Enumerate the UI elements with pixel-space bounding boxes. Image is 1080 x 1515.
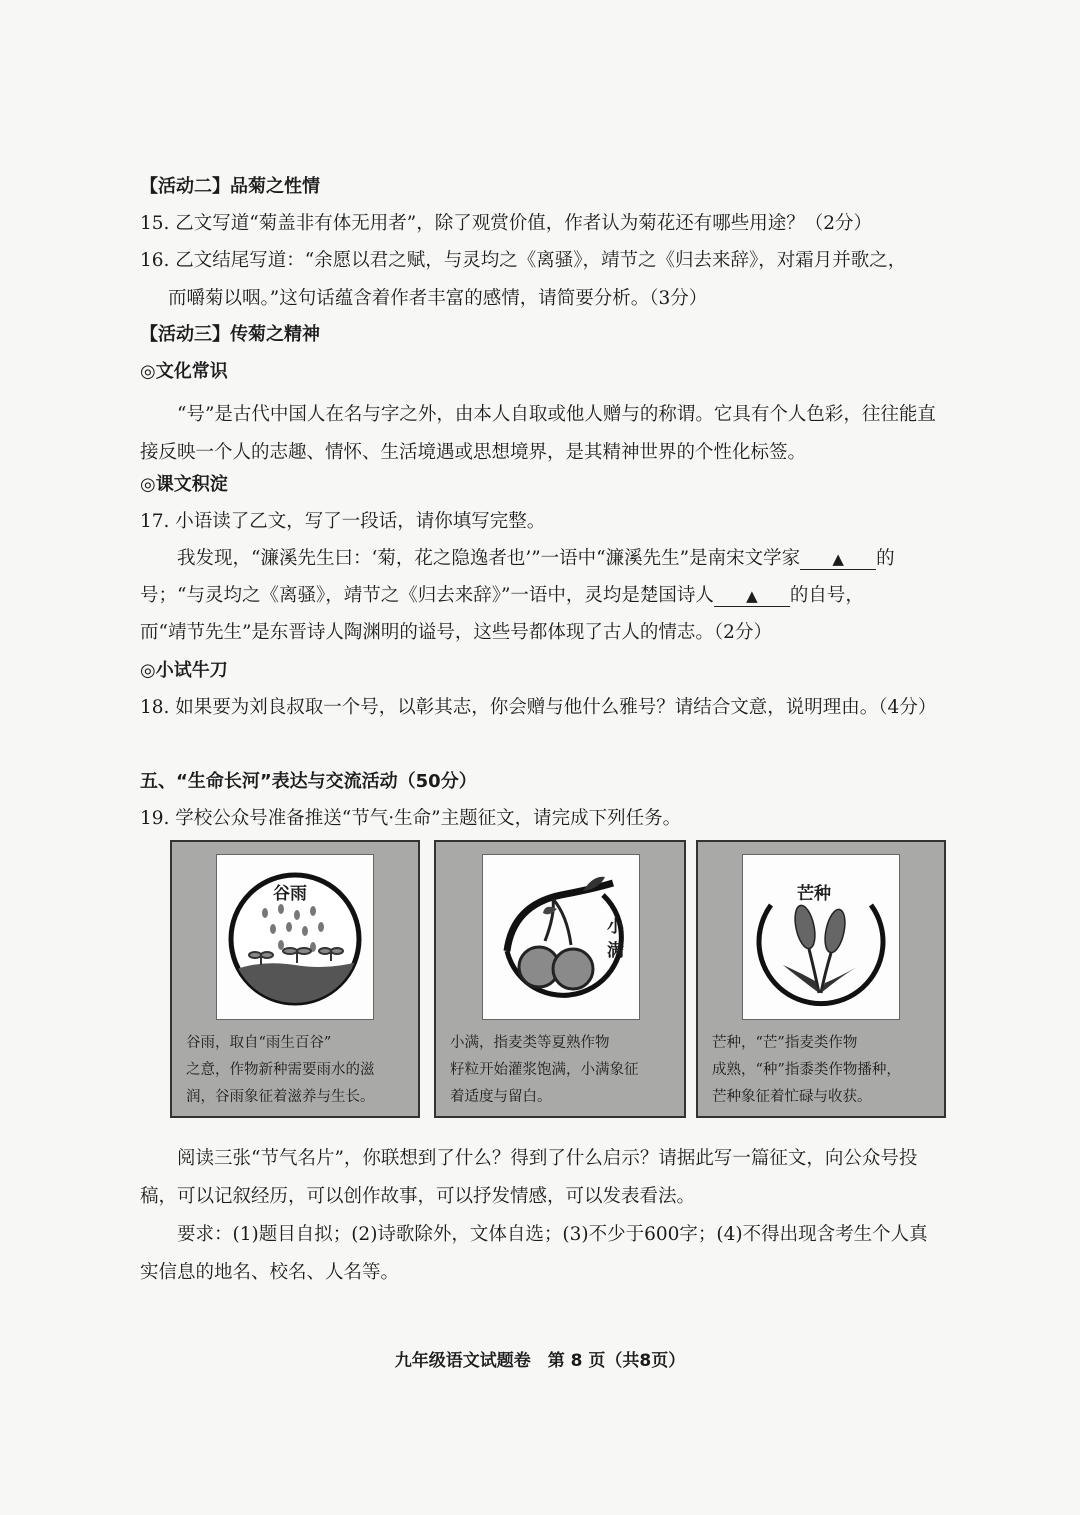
q17-text-a: 我发现，“濂溪先生曰：‘菊，花之隐逸者也’”一语中“濂溪先生”是南宋文学家 (177, 548, 801, 569)
question-18: 18. 如果要为刘良叔取一个号，以彰其志，你会赠与他什么雅号？请结合文意，说明理由。（4分） (140, 697, 937, 718)
question-16-line1: 16. 乙文结尾写道：“余愿以君之赋，与灵均之《离骚》，靖节之《归去来辞》，对霜月并歌之， (140, 250, 907, 271)
guyu-illustration (216, 854, 374, 1020)
card-caption: 谷雨，取自“雨生百谷” 之意，作物新种需要雨水的滋 润，谷雨象征着滋养与生长。 (186, 1035, 375, 1105)
mangzhong-illustration (742, 854, 900, 1020)
activity2-heading: 【活动二】品菊之性情 (140, 176, 320, 197)
triangle-icon: ▲ (832, 550, 844, 568)
culture-knowledge-heading: ◎文化常识 (140, 361, 228, 382)
card-guyu (170, 840, 420, 1118)
card-caption: 小满，指麦类等夏熟作物 籽粒开始灌浆饱满，小满象征 着适度与留白。 (450, 1035, 639, 1105)
card-xiaoman (434, 840, 686, 1118)
section5-heading: 五、“生命长河”表达与交流活动（50分） (140, 771, 477, 792)
q17-text-c: 号；“与灵均之《离骚》，靖节之《归去来辞》”一语中，灵均是楚国诗人 (140, 585, 714, 606)
question-17-line2 (140, 583, 864, 609)
text-accumulation-heading: ◎课文积淀 (140, 474, 228, 495)
essay-prompt: 阅读三张“节气名片”，你联想到了什么？得到了什么启示？请据此写一篇征文，向公众号投稿，可以记叙经历，可以创作故事，可以抒发情感，可以发表看法。 (140, 1148, 918, 1207)
answer-blank-1[interactable] (800, 549, 876, 570)
page-footer: 九年级语文试题卷 第 8 页（共8页） (394, 1351, 686, 1371)
question-16-line2: 而嚼菊以咽。”这句话蕴含着作者丰富的感情，请简要分析。（3分） (168, 288, 708, 309)
q17-text-b: 的 (876, 548, 895, 569)
question-19: 19. 学校公众号准备推送“节气·生命”主题征文，请完成下列任务。 (140, 808, 682, 829)
question-15: 15. 乙文写道“菊盖非有体无用者”，除了观赏价值，作者认为菊花还有哪些用途？（2分） (140, 213, 872, 234)
practice-heading: ◎小试牛刀 (140, 660, 228, 681)
question-17: 17. 小语读了乙文，写了一段话，请你填写完整。 (140, 511, 546, 532)
question-17-line3: 而“靖节先生”是东晋诗人陶渊明的谥号，这些号都体现了古人的情志。（2分） (140, 622, 772, 643)
card-caption: 芒种，“芒”指麦类作物 成熟，“种”指黍类作物播种， 芒种象征着忙碌与收获。 (712, 1035, 901, 1105)
question-17-line1 (177, 546, 895, 572)
card-mangzhong (696, 840, 946, 1118)
activity3-heading: 【活动三】传菊之精神 (140, 324, 320, 345)
answer-blank-2[interactable] (714, 586, 790, 607)
card-title: 小满 (607, 917, 624, 961)
card-title: 谷雨 (273, 884, 307, 904)
card-title: 芒种 (797, 884, 831, 904)
xiaoman-illustration (482, 854, 640, 1020)
solar-term-cards (170, 840, 946, 1120)
essay-requirements: 要求：(1)题目自拟；(2)诗歌除外，文体自选；(3)不少于600字；(4)不得出现含考生个人真实信息的地名、校名、人名等。 (140, 1224, 928, 1283)
triangle-icon: ▲ (746, 587, 758, 605)
q17-text-d: 的自号， (789, 585, 864, 606)
culture-knowledge-text: “号”是古代中国人在名与字之外，由本人自取或他人赠与的称谓。它具有个人色彩，往往能直接反映一个人的志趣、情怀、生活境遇或思想境界，是其精神世界的个性化标签。 (140, 404, 936, 463)
